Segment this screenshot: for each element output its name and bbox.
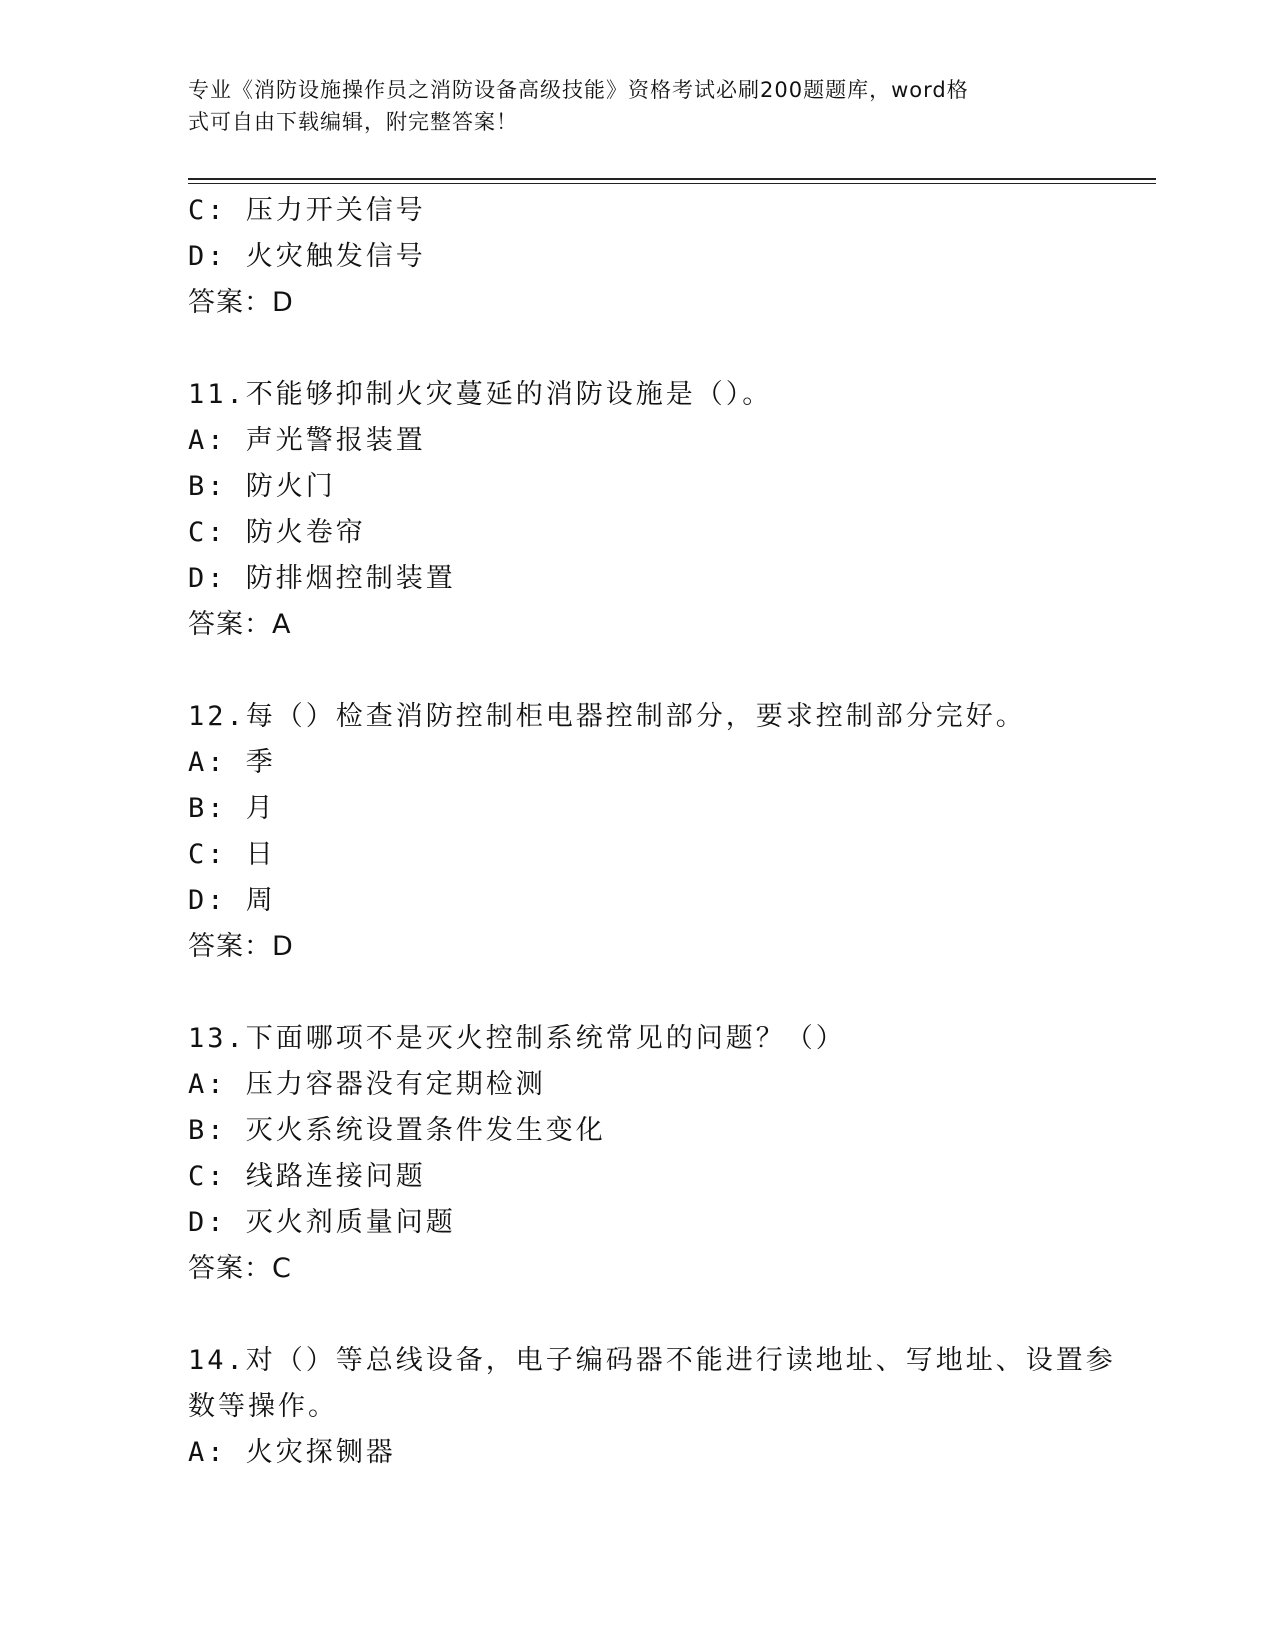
option-c: C: 日 (188, 839, 276, 870)
question-stem: 13.下面哪项不是灭火控制系统常见的问题？（） (188, 1023, 846, 1054)
question-block-11 (188, 372, 1088, 648)
page-header (188, 74, 1073, 138)
answer-line: 答案：C (188, 1253, 292, 1284)
question-stem-line-1: 14.对（）等总线设备，电子编码器不能进行读地址、写地址、设置参 (188, 1345, 1116, 1376)
document-body (188, 188, 1116, 1476)
option-b: B: 防火门 (188, 471, 336, 502)
option-d: D: 防排烟控制装置 (188, 563, 456, 594)
spacer (188, 970, 1088, 1016)
option-a: A: 声光警报装置 (188, 425, 426, 456)
option-d: D: 灭火剂质量问题 (188, 1207, 456, 1238)
option-a: A: 季 (188, 747, 276, 778)
header-divider (188, 178, 1156, 184)
option-a: A: 压力容器没有定期检测 (188, 1069, 546, 1100)
option-c: C: 防火卷帘 (188, 517, 366, 548)
header-line-1: 专业《消防设施操作员之消防设备高级技能》资格考试必刷200题题库，word格 (188, 78, 969, 102)
answer-line: 答案：A (188, 609, 292, 640)
option-a: A: 火灾探铡器 (188, 1437, 396, 1468)
spacer (188, 326, 1088, 372)
option-b: B: 月 (188, 793, 276, 824)
spacer (188, 648, 1088, 694)
option-d: D: 火灾触发信号 (188, 241, 426, 272)
question-block-14 (188, 1338, 1116, 1476)
option-b: B: 灭火系统设置条件发生变化 (188, 1115, 606, 1146)
option-d: D: 周 (188, 885, 276, 916)
answer-line: 答案：D (188, 931, 294, 962)
question-stem-line-2: 数等操作。 (188, 1391, 338, 1422)
header-line-2: 式可自由下载编辑，附完整答案！ (188, 110, 518, 134)
question-block-13 (188, 1016, 1088, 1292)
question-stem: 11.不能够抑制火灾蔓延的消防设施是（）。 (188, 379, 773, 410)
question-block-10 (188, 188, 1088, 326)
answer-line: 答案：D (188, 287, 294, 318)
question-stem: 12.每（）检查消防控制柜电器控制部分，要求控制部分完好。 (188, 701, 1026, 732)
option-c: C: 线路连接问题 (188, 1161, 426, 1192)
option-c: C: 压力开关信号 (188, 195, 426, 226)
spacer (188, 1292, 1088, 1338)
question-block-12 (188, 694, 1088, 970)
